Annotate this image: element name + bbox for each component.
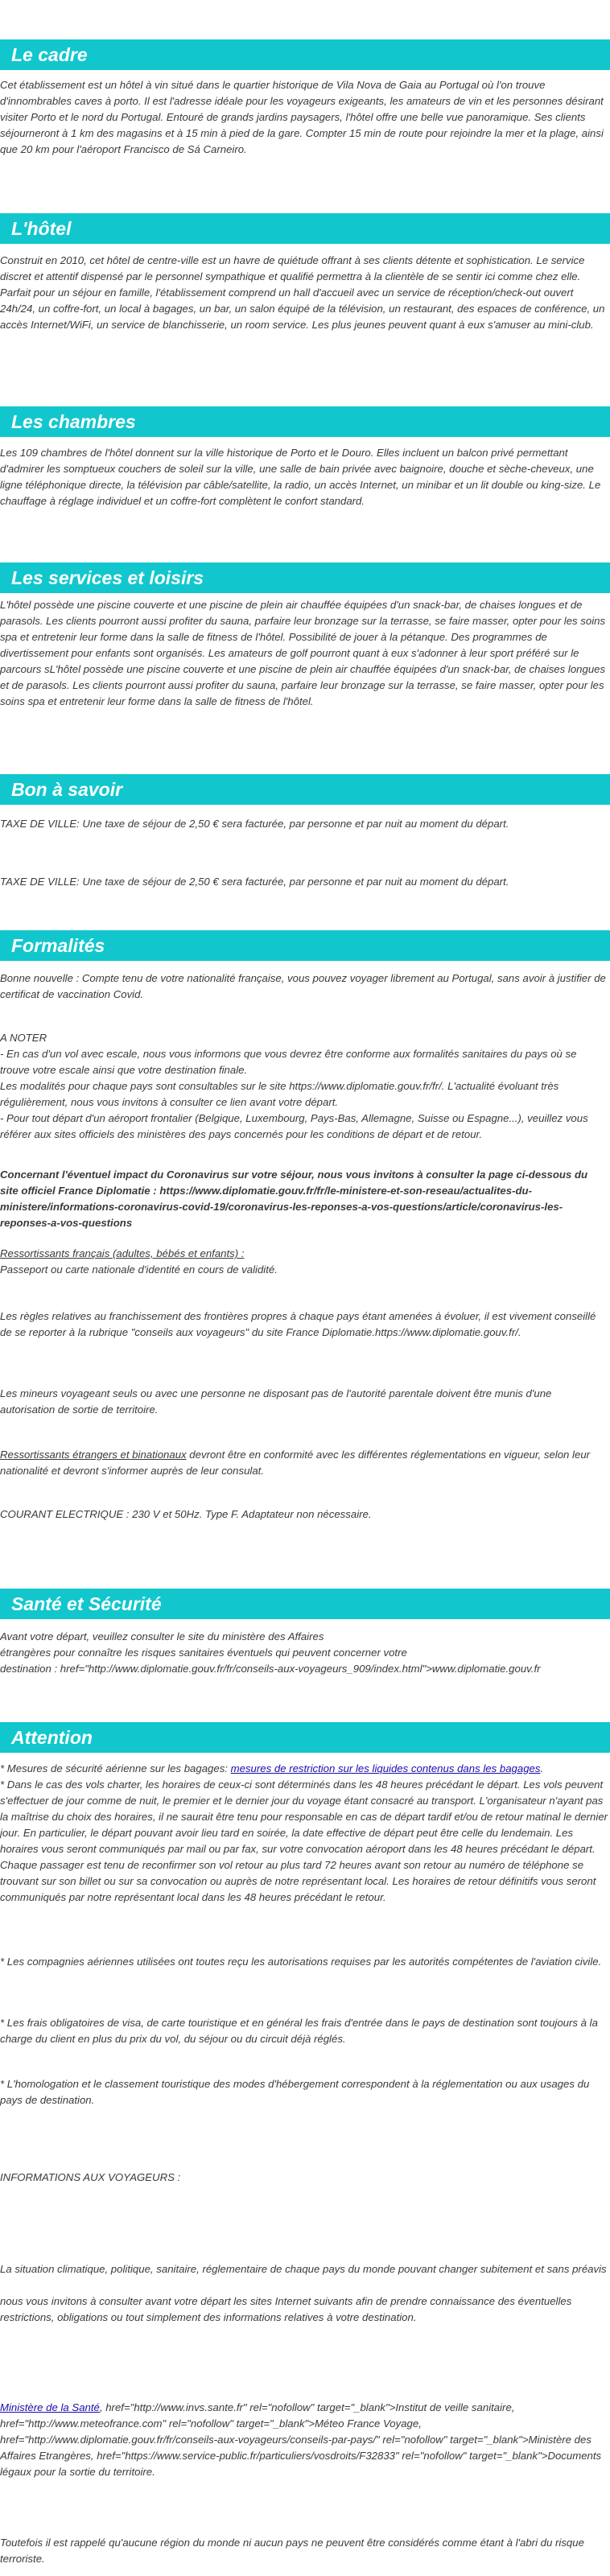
formalites-a-noter-modalites: Les modalités pour chaque pays sont consultables sur le site https://www.diplomatie.gouv.fr/fr/. L'actualité évoluant très régulièrement, nous vous invitons à consulter ce lien avant votre départ.	[0, 1080, 559, 1108]
formalites-ressortissants-francais-title: Ressortissants français (adultes, bébés et enfants) :	[0, 1247, 245, 1259]
formalites-regles-frontieres: Les règles relatives au franchissement des frontières propres à chaque pays étant amenées à évoluer, il est vivement conseillé de se reporter à la rubrique "conseils aux voyageurs" du site France Diplomatie.https://www.diplomatie.gouv.fr/.	[0, 1310, 596, 1338]
formalites-coronavirus: Concernant l'éventuel impact du Coronavirus sur votre séjour, nous vous invitons à consulter la page ci-dessous du site officiel France Diplomatie : https://www.diplomatie.gouv.fr/fr/le-ministere-et-son-reseau/actualites-du-ministere/informations-coronavirus-covid-19/coronavirus-les-reponses-a-vos-questions/article/coronavirus-les-reponses-a-vos-questions	[0, 1168, 588, 1229]
attention-bagages-label: * Mesures de sécurité aérienne sur les bagages:	[0, 1762, 231, 1774]
attention-informations-voyageurs: INFORMATIONS AUX VOYAGEURS :	[0, 2171, 181, 2183]
services-description: L'hôtel possède une piscine couverte et une piscine de plein air chauffée équipées d'un snack-bar, de chaises longues et de parasols. Les clients pourront aussi profiter du sauna, parfaire leur bronzage sur la terrasse, se faire masser, opter pour les soins spa et entretenir leur forme dans la salle de fitness de l'hôtel. Possibilité de jouer à la pétanque. Des programmes de divertissement pour enfants sont organisés. Les amateurs de golf pourront quant à eux s'adonner à leur sport préféré sur le parcours sL'hôtel possède une piscine couverte et une piscine de plein air chauffée équipées d'un snack-bar, de chaises longues et de parasols. Les clients pourront aussi profiter du sauna, parfaire leur bronzage sur la terrasse, se faire masser, opter pour les soins spa et entretenir leur forme dans la salle de fitness de l'hôtel.	[0, 599, 606, 707]
taxe-de-ville-2: TAXE DE VILLE: Une taxe de séjour de 2,50 € sera facturée, par personne et par nuit au moment du départ.	[0, 876, 509, 888]
cadre-description: Cet établissement est un hôtel à vin situé dans le quartier historique de Vila Nova de Gaia au Portugal où l'on trouve d'innombrables caves à porto. Il est l'adresse idéale pour les voyageurs exigeants, les amateurs de vin et les personnes désirant visiter Porto et le nord du Portugal. Entouré de grands jardins paysagers, l'hôtel offre une belle vue panoramique. Ses clients séjourneront à 1 km des magasins et à 15 min à pied de la gare. Compter 15 min de route pour rejoindre la mer et la plage, ainsi que 20 km pour l'aéroport Francisco de Sá Carneiro.	[0, 79, 604, 155]
formalites-a-noter-aeroport: - Pour tout départ d'un aéroport frontalier (Belgique, Luxembourg, Pays-Bas, Allemagne, Suisse ou Espagne...), veuillez vous référer aux sites officiels des ministères des pays concernés pour les conditions de départ et de retour.	[0, 1112, 588, 1140]
liquides-restriction-link[interactable]: mesures de restriction sur les liquides contenus dans les bagages	[230, 1762, 541, 1774]
hotel-description: Construit en 2010, cet hôtel de centre-ville est un havre de quiétude offrant à ses clients détente et sophistication. Le service discret et attentif dispensé par le personnel sympathique et qualifié permettra à la clientèle de se sentir ici comme chez elle. Parfait pour un séjour en famille, l'établissement comprend un hall d'accueil avec un service de réception/check-out ouvert 24h/24, un coffre-fort, un local à bagages, un bar, un salon équipé de la télévision, un restaurant, des espaces de conférence, un accès Internet/WiFi, un service de blanchisserie, un room service. Les plus jeunes peuvent quant à eux s'amuser au mini-club.	[0, 254, 605, 331]
chambres-description: Les 109 chambres de l'hôtel donnent sur la ville historique de Porto et le Douro. Elles incluent un balcon privé permettant d'admirer les somptueux couchers de soleil sur la ville, une salle de bain privée avec baignoire, douche et sèche-cheveux, une ligne téléphonique directe, la télévision par câble/satellite, la radio, un accès Internet, un minibar et un lit double ou king-size. Le chauffage à réglage individuel et un coffre-fort complètent le confort standard.	[0, 447, 601, 507]
section-title-sante: Santé et Sécurité	[0, 1589, 610, 1619]
attention-liens-utiles	[0, 2400, 608, 2480]
attention-liens-rest: , href="http://www.invs.sante.fr" rel="nofollow" target="_blank">Institut de veille sanitaire, href="http://www.meteofrance.com" rel="nofollow" target="_blank">Méteo France Voyage, href="http://www.diplomatie.gouv.fr/fr/conseils-aux-voyageurs/conseils-par-pays/" rel="nofollow" target="_blank">Ministère des Affaires Etrangères, href="https://www.service-public.fr/particuliers/vosdroits/F32833" rel="nofollow" target="_blank">Documents légaux pour la sortie du territoire.	[0, 2401, 602, 2478]
attention-risque-terroriste: Toutefois il est rappelé qu'aucune région du monde ni aucun pays ne peuvent être considérés comme étant à l'abri du risque terroriste.	[0, 2537, 584, 2565]
formalites-etrangers	[0, 1447, 608, 1479]
section-title-formalites: Formalités	[0, 930, 610, 961]
formalites-a-noter-title: A NOTER	[0, 1032, 47, 1044]
formalites-etrangers-title: Ressortissants étrangers et binationaux	[0, 1449, 187, 1461]
attention-situation-line-2: nous vous invitons à consulter avant votre départ les sites Internet suivants afin de prendre connaissance des éventuelles restrictions, obligations ou tout simplement des informations relatives à votre destination.	[0, 2295, 572, 2323]
section-title-attention: Attention	[0, 1722, 610, 1753]
attention-bagages	[0, 1761, 608, 1777]
sante-line-1: Avant votre départ, veuillez consulter le site du ministère des Affaires	[0, 1630, 324, 1642]
attention-homologation: * L'homologation et le classement touristique des modes d'hébergement correspondent à la réglementation ou aux usages du pays de destination.	[0, 2078, 590, 2106]
attention-compagnies: * Les compagnies aériennes utilisées ont toutes reçu les autorisations requises par les autorités compétentes de l'aviation civile.	[0, 1956, 602, 1968]
section-title-services: Les services et loisirs	[0, 563, 610, 593]
attention-bagages-end: .	[540, 1762, 544, 1774]
section-title-bon-a-savoir: Bon à savoir	[0, 774, 610, 805]
formalites-mineurs: Les mineurs voyageant seuls ou avec une personne ne disposant pas de l'autorité parentale doivent être munis d'une autorisation de sortie de territoire.	[0, 1387, 552, 1416]
formalites-bonne-nouvelle: Bonne nouvelle : Compte tenu de votre nationalité française, vous pouvez voyager librement au Portugal, sans avoir à justifier de certificat de vaccination Covid.	[0, 972, 606, 1000]
sante-line-2: étrangères pour connaître les risques sanitaires éventuels qui peuvent concerner votre	[0, 1647, 407, 1659]
formalites-a-noter-escale: - En cas d'un vol avec escale, nous vous informons que vous devrez être conforme aux formalités sanitaires du pays où se trouve votre escale ainsi que votre destination finale.	[0, 1048, 577, 1076]
attention-vols-charter: * Dans le cas des vols charter, les horaires de ceux-ci sont déterminés dans les 48 heures précédant le départ. Les vols peuvent s'effectuer de jour comme de nuit, le premier et le dernier jour du voyage étant consacré au transport. L'organisateur n'ayant pas la maîtrise du choix des horaires, il ne saurait être tenu pour responsable en cas de départ tardif et/ou de retour matinal le dernier jour. En particulier, le départ pouvant avoir lieu tard en soirée, la date effective de départ peut être celle du lendemain. Les horaires vous seront communiqués par mail ou par fax, sur votre convocation aéroport dans les 48 heures précédant le départ. Chaque passager est tenu de reconfirmer son vol retour au plus tard 72 heures avant son retour au numéro de téléphone se trouvant sur son billet ou sur sa convocation ou auprès de notre représentant local. Les horaires de retour définitifs vous seront communiqués par notre représentant local dans les 48 heures précédant le retour.	[0, 1778, 608, 1903]
attention-frais-visa: * Les frais obligatoires de visa, de carte touristique et en général les frais d'entrée dans le pays de destination sont toujours à la charge du client en plus du prix du vol, du séjour ou du circuit déjà réglés.	[0, 2017, 598, 2045]
formalites-ressortissants-francais-body: Passeport ou carte nationale d'identité en cours de validité.	[0, 1263, 278, 1276]
section-title-cadre: Le cadre	[0, 39, 610, 70]
formalites-etrangers-body: devront être en conformité avec les différentes réglementations en vigueur, selon leur nationalité et devront s'informer auprès de leur consulat.	[0, 1449, 591, 1477]
formalites-courant-electrique: COURANT ELECTRIQUE : 230 V et 50Hz. Type F. Adaptateur non nécessaire.	[0, 1508, 372, 1520]
section-title-chambres: Les chambres	[0, 406, 610, 437]
attention-situation-line-1: La situation climatique, politique, sanitaire, réglementaire de chaque pays du monde pouvant changer subitement et sans préavis	[0, 2263, 607, 2275]
ministere-sante-link[interactable]: Ministère de la Santé	[0, 2401, 100, 2413]
section-title-hotel: L'hôtel	[0, 213, 610, 244]
sante-line-3: destination : href="http://www.diplomatie.gouv.fr/fr/conseils-aux-voyageurs_909/index.html">www.diplomatie.gouv.fr	[0, 1663, 541, 1675]
taxe-de-ville-1: TAXE DE VILLE: Une taxe de séjour de 2,50 € sera facturée, par personne et par nuit au moment du départ.	[0, 818, 509, 830]
